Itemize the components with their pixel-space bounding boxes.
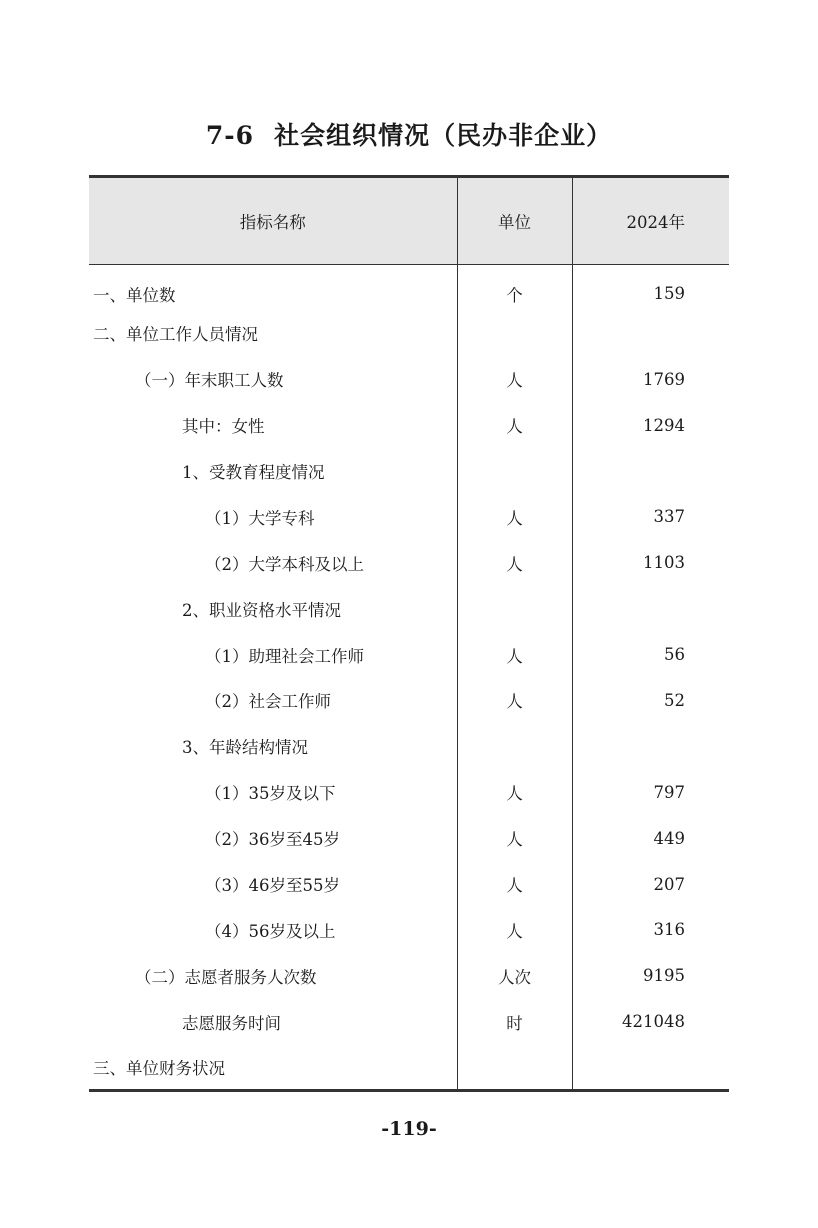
row-label: （二）志愿者服务人次数 [135, 967, 317, 987]
table-row [89, 999, 729, 1045]
row-label: （2）36岁至45岁 [205, 830, 340, 850]
row-unit [457, 448, 572, 494]
row-unit: 人 [457, 861, 572, 907]
row-label: （1）35岁及以下 [205, 784, 336, 804]
row-label: 一、单位数 [93, 285, 176, 305]
row-label: 二、单位工作人员情况 [93, 325, 258, 345]
row-value: 449 [653, 828, 685, 848]
table-row [89, 448, 729, 494]
table-row [89, 586, 729, 632]
table-row [89, 356, 729, 402]
table-row [89, 1045, 729, 1091]
row-label: 其中：女性 [182, 417, 265, 437]
table-row [89, 402, 729, 448]
header-year: 2024年 [572, 177, 729, 265]
row-value: 1769 [643, 369, 685, 389]
header-unit: 单位 [457, 177, 572, 265]
row-unit [457, 723, 572, 769]
row-label: 志愿服务时间 [182, 1013, 281, 1033]
row-value: 797 [653, 782, 685, 802]
row-label: （3）46岁至55岁 [205, 876, 340, 896]
table-title: 社会组织情况（民办非企业） [274, 121, 613, 150]
row-unit: 人 [457, 907, 572, 953]
row-value [572, 310, 729, 356]
row-label: 3、年龄结构情况 [182, 738, 308, 758]
row-label: （2）大学本科及以上 [205, 554, 364, 574]
row-label: （2）社会工作师 [205, 692, 331, 712]
header-indicator-name: 指标名称 [89, 177, 457, 265]
table-row [89, 723, 729, 769]
row-value: 337 [653, 507, 685, 527]
row-unit: 人 [457, 769, 572, 815]
row-unit: 人 [457, 494, 572, 540]
table-header-row [89, 177, 729, 265]
row-unit: 人次 [457, 953, 572, 999]
row-value: 9195 [643, 966, 685, 986]
row-value: 1294 [643, 415, 685, 435]
statistics-table [89, 175, 729, 1092]
row-unit: 人 [457, 632, 572, 678]
row-value: 56 [664, 645, 685, 665]
row-unit: 人 [457, 540, 572, 586]
row-label: （1）大学专科 [205, 508, 315, 528]
row-value: 1103 [643, 553, 685, 573]
row-value: 159 [653, 284, 685, 304]
row-unit: 时 [457, 999, 572, 1045]
row-label: 三、单位财务状况 [89, 1045, 457, 1091]
row-unit: 个 [457, 265, 572, 311]
row-unit [457, 586, 572, 632]
row-unit: 人 [457, 356, 572, 402]
table-row [89, 494, 729, 540]
row-value: 52 [664, 690, 685, 710]
row-label: （一）年末职工人数 [135, 371, 284, 391]
table-row [89, 815, 729, 861]
table-number: 7-6 [205, 121, 255, 150]
row-value [572, 586, 729, 632]
row-value [572, 448, 729, 494]
row-value [572, 1045, 729, 1091]
row-value: 207 [653, 874, 685, 894]
statistics-table-container [89, 175, 729, 1092]
table-row [89, 310, 729, 356]
row-label: 1、受教育程度情况 [182, 463, 325, 482]
table-row [89, 678, 729, 724]
row-unit: 人 [457, 815, 572, 861]
row-value [572, 723, 729, 769]
row-unit: 人 [457, 678, 572, 724]
table-row [89, 769, 729, 815]
row-label: （1）助理社会工作师 [205, 646, 364, 666]
row-label: （4）56岁及以上 [205, 921, 336, 941]
table-row [89, 540, 729, 586]
row-unit: 人 [457, 402, 572, 448]
row-label: 2、职业资格水平情况 [182, 600, 341, 620]
table-row [89, 907, 729, 953]
table-row [89, 265, 729, 311]
row-value: 421048 [622, 1012, 685, 1032]
row-unit [457, 310, 572, 356]
table-row [89, 953, 729, 999]
row-value: 316 [653, 920, 685, 940]
table-row [89, 861, 729, 907]
page-number: -119- [381, 1118, 437, 1140]
row-unit [457, 1045, 572, 1091]
table-row [89, 632, 729, 678]
page-title [0, 116, 818, 152]
